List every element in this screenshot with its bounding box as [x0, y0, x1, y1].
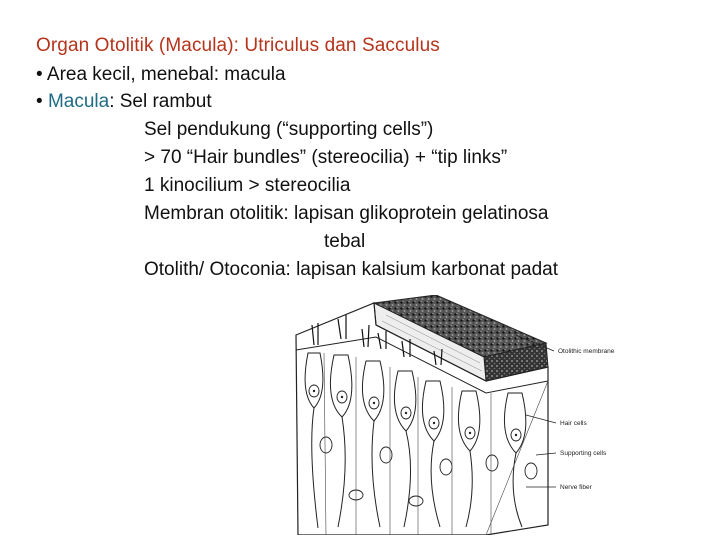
detail-supporting-cells: Sel pendukung (“supporting cells”)	[144, 119, 434, 140]
bullet-macula	[36, 90, 212, 114]
detail-kinocilium: 1 kinocilium > stereocilia	[144, 175, 351, 196]
bullet-area	[36, 63, 286, 87]
label-hair-cells: Hair cells	[560, 420, 587, 427]
detail-hair-bundles: > 70 “Hair bundles” (stereocilia) + “tip links”	[144, 147, 508, 168]
bullet-marker: •	[36, 64, 43, 85]
detail-otolith: Otolith/ Otoconia: lapisan kalsium karbonat padat	[144, 259, 559, 280]
macula-illustration	[286, 295, 666, 535]
macula-term: Macula	[47, 91, 110, 112]
slide-title: Organ Otolitik (Macula): Utriculus dan Sacculus	[36, 35, 440, 56]
label-otolithic-membrane: Otolithic membrane	[558, 348, 615, 355]
detail-otolithic-membrane: Membran otolitik: lapisan glikoprotein gelatinosa	[144, 203, 549, 224]
label-nerve-fiber: Nerve fiber	[560, 484, 592, 491]
bullet-text: Area kecil, menebal: macula	[46, 64, 286, 85]
label-supporting-cells: Supporting cells	[560, 450, 607, 457]
detail-otolithic-membrane-cont: tebal	[324, 231, 366, 252]
supporting-cells	[320, 437, 537, 506]
bullet-text: : Sel rambut	[109, 91, 212, 112]
bullet-marker: •	[36, 91, 43, 112]
